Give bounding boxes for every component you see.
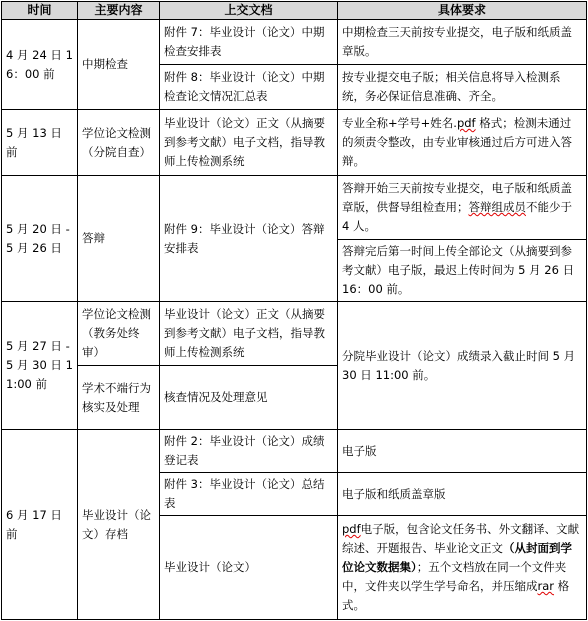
doc-cell: 核查情况及处理意见 (160, 366, 338, 430)
table-row (2, 110, 587, 176)
requirement-cell: 答辩完后第一时间上传全部论文（从摘要到参考文献）电子版，最迟上传时间为 5 月 26 日 16：00 前。 (338, 240, 587, 302)
content-cell: 学术不端行为核实及处理 (78, 366, 160, 430)
content-cell: 中期检查 (78, 20, 160, 110)
header-requirements: 具体要求 (338, 2, 587, 20)
header-time: 时间 (2, 2, 78, 20)
table-row (2, 302, 587, 366)
doc-cell: 附件 9：毕业设计（论文）答辩安排表 (160, 176, 338, 302)
requirement-cell (338, 516, 587, 620)
header-content: 主要内容 (78, 2, 160, 20)
requirement-cell: 电子版和纸质盖章版 (338, 473, 587, 516)
requirement-cell: 电子版 (338, 430, 587, 473)
req-text-wavy: 答辩组成员 (468, 200, 526, 214)
req-text: 答辩开始三天前按专业提交，电子版和纸质盖章版，供督导组检查用； (342, 181, 572, 214)
content-cell: 答辩 (78, 176, 160, 302)
doc-cell: 附件 3：毕业设计（论文）总结表 (160, 473, 338, 516)
time-cell: 5 月 13 日前 (2, 110, 78, 176)
req-text-pdf: pdf (456, 116, 476, 130)
doc-cell: 附件 7：毕业设计（论文）中期检查安排表 (160, 20, 338, 65)
time-cell: 5 月 20 日 -5 月 26 日 (2, 176, 78, 302)
req-text-pdf: pdf (342, 522, 361, 536)
schedule-table (1, 1, 587, 620)
doc-cell: 附件 2：毕业设计（论文）成绩登记表 (160, 430, 338, 473)
req-text: ；五个文档放在同一个文件夹中，文件夹以学生学号命名，并压缩成 (342, 560, 567, 593)
doc-cell: 毕业设计（论文）正文（从摘要到参考文献）电子文档，指导教师上传检测系统 (160, 302, 338, 366)
req-text-rar: rar (537, 579, 555, 593)
requirement-cell: 中期检查三天前按专业提交，电子版和纸质盖章版。 (338, 20, 587, 65)
req-text: 电子版，包含论文任务书、外文翻译、文献综述、开题报告、毕业论文正文 (342, 522, 580, 555)
requirement-cell: 分院毕业设计（论文）成绩录入截止时间 5 月 30 日 11:00 前。 (338, 302, 587, 430)
doc-cell: 附件 8：毕业设计（论文）中期检查论文情况汇总表 (160, 65, 338, 110)
time-cell: 5 月 27 日 -5 月 30 日 11:00 前 (2, 302, 78, 430)
table-row (2, 430, 587, 473)
header-docs: 上交文档 (160, 2, 338, 20)
req-text: 专业全称+学号+姓名. (342, 116, 457, 130)
req-text-bold: （从封面到学位论文数据集） (342, 541, 572, 574)
req-text: 格式。 (342, 579, 570, 612)
doc-cell: 毕业设计（论文）正文（从摘要到参考文献）电子文档，指导教师上传检测系统 (160, 110, 338, 176)
content-cell: 学位论文检测（分院自查） (78, 110, 160, 176)
doc-cell: 毕业设计（论文） (160, 516, 338, 620)
requirement-cell (338, 176, 587, 240)
content-cell: 毕业设计（论文）存档 (78, 430, 160, 620)
req-text: 不能少于 4 人。 (342, 200, 572, 233)
content-cell: 学位论文检测（教务处终审） (78, 302, 160, 366)
requirement-cell: 按专业提交电子版；相关信息将导入检测系统，务必保证信息准确、齐全。 (338, 65, 587, 110)
table-row (2, 176, 587, 240)
req-text: 格式；检测未通过的须责令整改，由专业审核通过后方可进入答辩。 (342, 116, 572, 168)
header-row (2, 2, 587, 20)
table-row (2, 20, 587, 65)
time-cell: 6 月 17 日前 (2, 430, 78, 620)
time-cell: 4 月 24 日 16：00 前 (2, 20, 78, 110)
requirement-cell (338, 110, 587, 176)
